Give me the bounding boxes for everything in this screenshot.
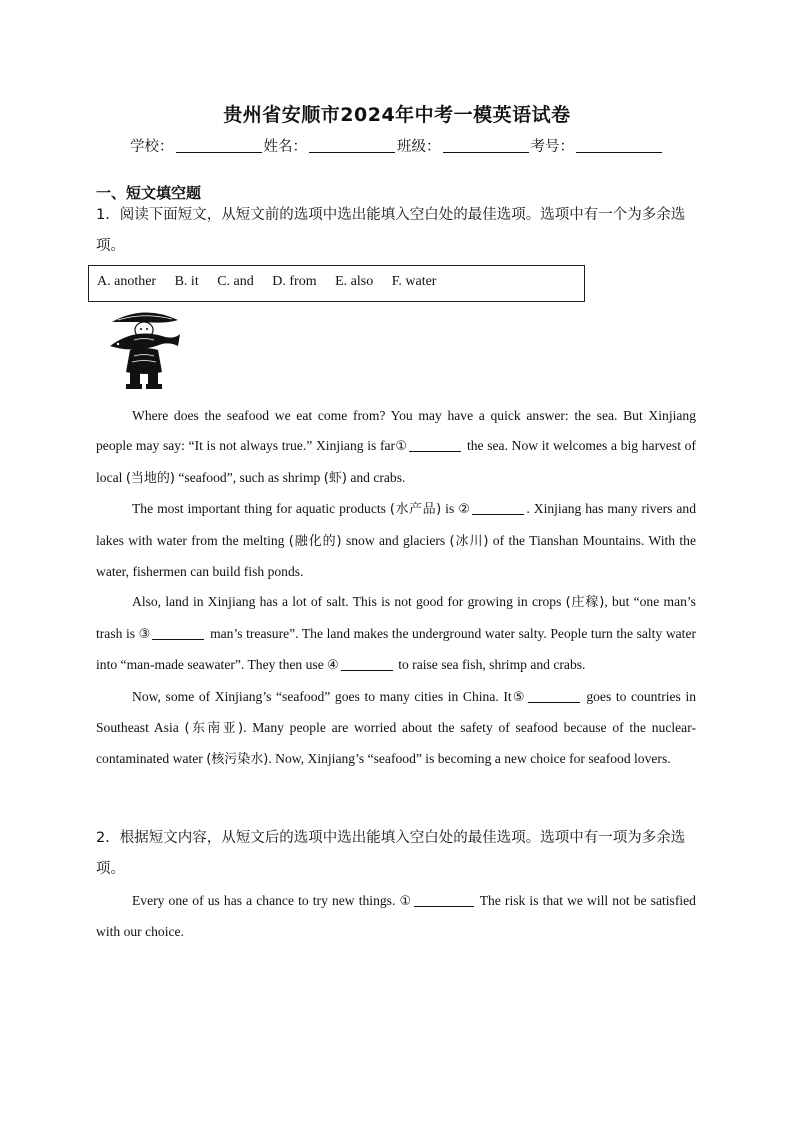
text-segment: snow and glaciers — [345, 532, 446, 548]
chinese-gloss: (核污染水) — [206, 752, 269, 768]
class-blank[interactable] — [443, 138, 529, 153]
blank-marker: ④ — [327, 658, 339, 674]
passage-paragraph — [96, 494, 696, 587]
text-segment: Where does the seafood we eat come from? You may have a quick answer: the sea. But Xinjiang people may say: “It is not always true.” Xinjiang is far — [96, 408, 696, 454]
passage-2 — [96, 886, 696, 948]
exam-no-blank[interactable] — [576, 138, 662, 153]
option-f: F. water — [391, 274, 437, 289]
text-segment: and crabs. — [350, 469, 406, 485]
options-box — [88, 265, 585, 302]
passage-paragraph — [96, 587, 696, 681]
text-segment: Now, some of Xinjiang’s “seafood” goes to many cities in China. It — [132, 688, 512, 704]
text-segment: is — [445, 501, 455, 517]
chinese-gloss: (冰川) — [449, 533, 489, 549]
blank-1[interactable] — [409, 438, 461, 452]
option-a: A. another — [97, 274, 157, 289]
text-segment: “seafood”, such as shrimp — [178, 469, 321, 485]
blank-marker: ③ — [138, 626, 151, 642]
blank-3[interactable] — [152, 626, 204, 640]
chinese-gloss: (东南亚) — [184, 721, 244, 737]
text-segment: Also, land in Xinjiang has a lot of salt. This is not good for growing in crops — [132, 594, 562, 610]
blank-1[interactable] — [414, 893, 474, 907]
fisherman-holding-fish-icon — [104, 306, 182, 390]
blank-2[interactable] — [472, 501, 524, 515]
passage-paragraph — [96, 682, 696, 776]
exam-no-label: 考号： — [530, 139, 574, 155]
text-segment: The risk is that we will not be satisfied with our choice. — [96, 893, 696, 940]
chinese-gloss: (融化的) — [288, 533, 342, 549]
name-label: 姓名： — [263, 139, 307, 155]
text-segment: of the Tianshan Mountains. With the water, fishermen can build fish ponds. — [96, 532, 696, 580]
options-list — [97, 274, 451, 290]
text-segment: to raise sea fish, shrimp and crabs. — [398, 657, 586, 673]
passage-paragraph — [96, 886, 696, 948]
blank-marker: ① — [399, 894, 412, 909]
chinese-gloss: (水产品) — [389, 502, 442, 518]
text-segment: Every one of us has a chance to try new things. — [132, 893, 396, 908]
text-segment: man’s treasure”. The land makes the underground water salty. People turn the salty water into “man-made seawater”. They then use — [96, 625, 697, 673]
page-title: 贵州省安顺市2024年中考一模英语试卷 — [223, 104, 571, 126]
question-2-instruction: 2．根据短文内容，从短文后的选项中选出能填入空白处的最佳选项。选项中有一项为多余选项。 — [96, 830, 686, 877]
blank-marker: ① — [395, 439, 408, 455]
option-e: E. also — [335, 274, 374, 289]
student-info-line — [0, 135, 794, 156]
passage-paragraph — [96, 401, 696, 494]
option-b: B. it — [174, 274, 199, 289]
section-heading: 一、短文填空题 — [96, 184, 202, 202]
text-segment: , but “one man’s trash is — [96, 594, 696, 641]
text-segment: . Now, Xinjiang’s “seafood” is becoming a new choice for seafood lovers. — [268, 751, 671, 767]
blank-marker: ② — [458, 502, 471, 518]
passage-1 — [96, 401, 696, 776]
option-c: C. and — [217, 274, 254, 289]
name-blank[interactable] — [309, 138, 395, 153]
text-segment: The most important thing for aquatic products — [132, 501, 386, 517]
chinese-gloss: (庄稼) — [565, 595, 605, 611]
text-segment: . Many people are worried about the safety of seafood because of the nuclear-contaminated water — [96, 720, 696, 767]
text-segment: the sea. Now it welcomes a big harvest of local — [96, 438, 696, 485]
blank-5[interactable] — [528, 689, 580, 703]
text-segment: . Xinjiang has many rivers and lakes with water from the melting — [96, 501, 696, 548]
class-label: 班级： — [397, 139, 441, 155]
chinese-gloss: (虾) — [323, 470, 347, 486]
question-1-instruction: 1．阅读下面短文，从短文前的选项中选出能填入空白处的最佳选项。选项中有一个为多余选项。 — [96, 207, 686, 254]
blank-marker: ⑤ — [511, 689, 526, 705]
text-segment: goes to countries in Southeast Asia — [96, 688, 697, 736]
school-blank[interactable] — [176, 138, 262, 153]
chinese-gloss: (当地的) — [125, 470, 175, 486]
school-label: 学校： — [130, 139, 174, 155]
blank-4[interactable] — [341, 657, 393, 671]
option-d: D. from — [272, 274, 317, 289]
